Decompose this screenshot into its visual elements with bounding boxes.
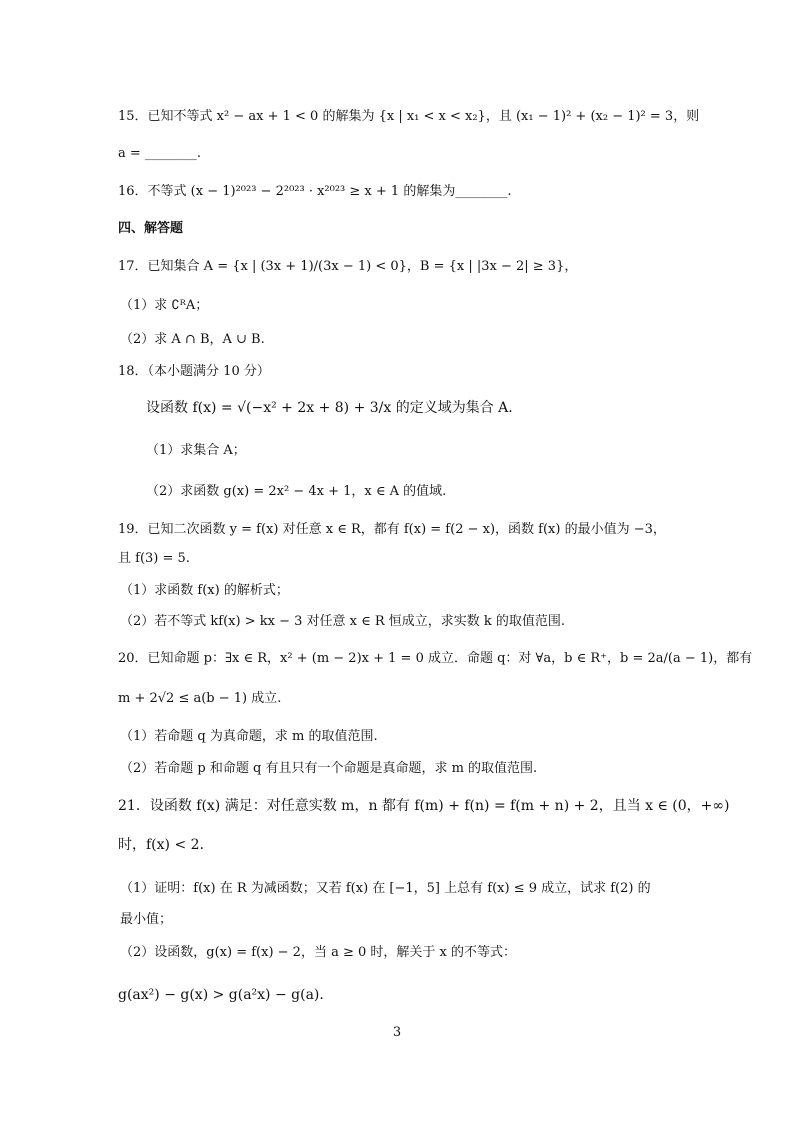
q18-stem: 设函数 f(x) = √(−x² + 2x + 8) + 3/x 的定义域为集合 A. — [146, 400, 513, 416]
page-number: 3 — [392, 1025, 402, 1040]
q15-line2: a = ________. — [118, 146, 202, 161]
q21-stem2: 时，f(x) < 2. — [118, 837, 204, 853]
q19-stem1: 19．已知二次函数 y = f(x) 对任意 x ∈ R，都有 f(x) = f(2 − x)，函数 f(x) 的最小值为 −3， — [118, 522, 666, 537]
q20-stem2: m + 2√2 ≤ a(b − 1) 成立. — [118, 691, 282, 706]
q21-part1a: （1）证明：f(x) 在 R 为减函数；又若 f(x) 在 [−1，5] 上总有 f(x) ≤ 9 成立，试求 f(2) 的 — [120, 881, 651, 896]
q15-line1: 15．已知不等式 x² − ax + 1 < 0 的解集为 {x | x₁ < x < x₂}，且 (x₁ − 1)² + (x₂ − 1)² = 3，则 — [118, 109, 700, 124]
q21-part1b: 最小值； — [120, 912, 173, 927]
q16-line1: 16．不等式 (x − 1)²⁰²³ − 2²⁰²³ · x²⁰²³ ≥ x + 1 的解集为________. — [118, 184, 512, 199]
q20-part1: （1）若命题 q 为真命题，求 m 的取值范围. — [120, 729, 378, 744]
q17-part2: （2）求 A ∩ B，A ∪ B. — [120, 332, 265, 347]
q18-part2: （2）求函数 g(x) = 2x² − 4x + 1，x ∈ A 的值域. — [146, 484, 447, 499]
q19-part1: （1）求函数 f(x) 的解析式； — [120, 583, 289, 598]
q20-part2: （2）若命题 p 和命题 q 有且只有一个命题是真命题，求 m 的取值范围. — [120, 761, 538, 776]
q17-part1: （1）求 ∁ᴿA； — [120, 298, 209, 313]
q17-stem: 17．已知集合 A = {x | (3x + 1)/(3x − 1) < 0}，B = {x | |3x − 2| ≥ 3}， — [118, 259, 578, 274]
q21-part2b: g(ax²) − g(x) > g(a²x) − g(a). — [118, 987, 324, 1003]
section-title: 四、解答题 — [118, 221, 184, 236]
q21-part2a: （2）设函数，g(x) = f(x) − 2，当 a ≥ 0 时，解关于 x 的不等式： — [120, 945, 516, 960]
q19-part2: （2）若不等式 kf(x) > kx − 3 对任意 x ∈ R 恒成立，求实数 k 的取值范围. — [120, 614, 566, 629]
q19-stem2: 且 f(3) = 5. — [118, 551, 190, 566]
q21-stem1: 21．设函数 f(x) 满足：对任意实数 m，n 都有 f(m) + f(n) = f(m + n) + 2，且当 x ∈ (0，+∞) — [118, 798, 730, 814]
q18-part1: （1）求集合 A； — [146, 443, 246, 458]
q18-header: 18．（本小题满分 10 分） — [118, 364, 270, 379]
q20-stem1: 20．已知命题 p：∃x ∈ R，x² + (m − 2)x + 1 = 0 成立．命题 q：对 ∀a，b ∈ R⁺，b = 2a/(a − 1)，都有 — [118, 651, 753, 666]
